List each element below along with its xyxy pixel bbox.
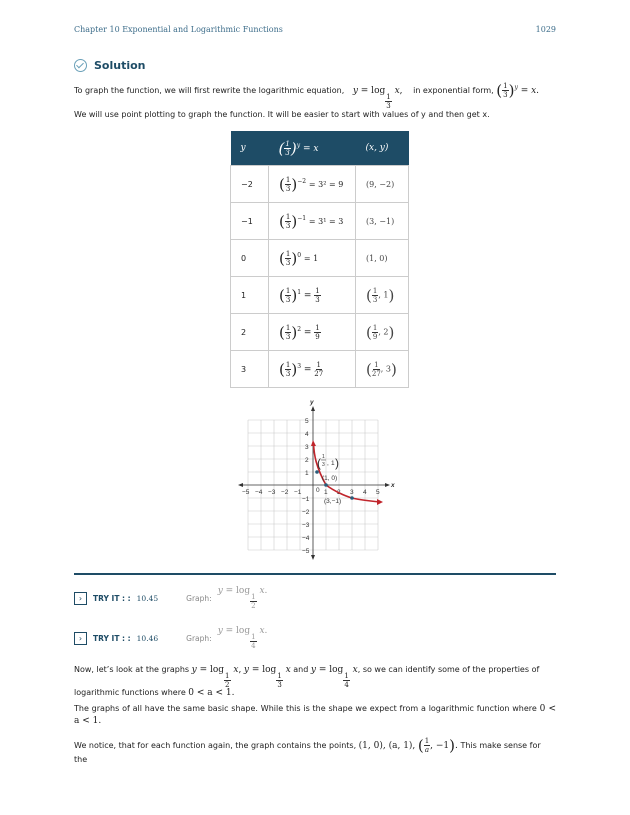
axes: [240, 409, 388, 557]
tick-label: −4: [302, 535, 310, 542]
label-1-0: (1, 0): [322, 475, 338, 482]
tick-labels: [242, 399, 395, 555]
try-it-number: 10.45: [136, 593, 159, 603]
check-circle-icon: [74, 59, 87, 72]
cell-point: (1, 0): [356, 240, 409, 277]
cell-exp: ( $\frac{1}{3}$ )$^{-1}$ = 3¹ = 3: [269, 203, 356, 240]
header-y: y: [231, 131, 269, 166]
cell-y: 1: [231, 277, 269, 314]
condition: 0 < a < 1.: [188, 688, 235, 698]
label-3-neg1: (3,−1): [324, 498, 342, 505]
tick-label: 4: [305, 431, 309, 438]
page-number: 1029: [535, 25, 556, 34]
table-row: [231, 203, 409, 240]
text: Now, let’s look at the graphs: [74, 665, 190, 674]
section-divider: [74, 573, 556, 575]
curve-arrow-top-icon: [311, 440, 316, 446]
tick-label: −3: [302, 522, 310, 529]
points: (1, 0), (a, 1),: [358, 741, 416, 751]
x-arrow-left-icon: [238, 483, 243, 487]
label-frac-den: 3: [322, 462, 325, 468]
cell-point: ( $\frac{1}{27}$ , 3): [356, 351, 409, 388]
text: , so we can identify some of the properties of: [357, 665, 540, 674]
tick-label: 2: [305, 457, 309, 464]
exp-equation: ( $\frac{1}{3}$ )$^y$ = x.: [496, 81, 540, 100]
chevron-right-icon[interactable]: ›: [74, 592, 87, 605]
tick-label: 3: [305, 444, 309, 451]
solution-heading: [74, 59, 146, 72]
cell-point: (9, −2): [356, 166, 409, 203]
try-it-10-46[interactable]: [74, 626, 267, 650]
text: logarithmic functions where: [74, 688, 186, 697]
table-row: [231, 166, 409, 203]
table-row: [231, 351, 409, 388]
cell-exp: ( $\frac{1}{3}$ )$^3$ = $\frac{1}{27}$: [269, 351, 356, 388]
try-it-prompt: Graph:: [186, 593, 212, 603]
tick-label: 1: [324, 489, 328, 496]
text: This make sense for the: [74, 741, 541, 764]
point-3-neg1: [350, 496, 354, 500]
table-row: [231, 314, 409, 351]
try-it-10-45[interactable]: [74, 586, 267, 610]
tick-label: −1: [302, 496, 310, 503]
solution-paragraph-1: [74, 82, 556, 110]
text: We notice, that for each function again, the graph contains the points,: [74, 741, 357, 750]
cell-y: 3: [231, 351, 269, 388]
tick-label: −5: [242, 489, 250, 496]
text: in exponential form,: [413, 86, 494, 95]
tick-label: 5: [305, 418, 309, 425]
eq-log-half: y = log $_{\frac{1}{2}}$ x,: [191, 665, 242, 689]
tick-label: −1: [294, 489, 302, 496]
chapter-title: Chapter 10 Exponential and Logarithmic Functions: [74, 25, 283, 34]
try-it-label: TRY IT : :: [93, 633, 131, 643]
tick-label: 3: [350, 489, 354, 496]
cell-y: 0: [231, 240, 269, 277]
tick-label: 1: [305, 470, 309, 477]
tick-label: 5: [376, 489, 380, 496]
y-arrow-down-icon: [311, 555, 315, 560]
label-paren-open: (: [317, 456, 321, 470]
cell-exp: ( $\frac{1}{3}$ )$^1$ = $\frac{1}{3}$: [269, 277, 356, 314]
tick-label: −2: [281, 489, 289, 496]
bottom-paragraph-3: [74, 737, 556, 766]
try-it-equation: y = log $_{\frac{1}{4}}$ x.: [217, 626, 268, 650]
bottom-paragraph-1b: [74, 687, 556, 699]
cell-point: (3, −1): [356, 203, 409, 240]
y-axis-label: y: [310, 399, 314, 406]
tick-label: −5: [302, 548, 310, 555]
cell-exp: ( $\frac{1}{3}$ )$^0$ = 1: [269, 240, 356, 277]
text: To graph the function, we will first rewrite the logarithmic equation,: [74, 86, 345, 95]
curve-arrow-right-icon: [377, 499, 383, 505]
solution-paragraph-2: We will use point plotting to graph the function. It will be easier to start with values of y and then get x.: [74, 110, 490, 119]
label-y: 1: [331, 460, 335, 467]
tick-label: −2: [302, 509, 310, 516]
y-arrow-icon: [311, 406, 315, 411]
eq-log-third: y = log $_{\frac{1}{3}}$ x: [243, 665, 291, 689]
point-third-1: [315, 470, 319, 474]
origin-label: 0: [316, 487, 320, 494]
x-arrow-icon: [385, 483, 390, 487]
bottom-paragraph-1: [74, 664, 556, 689]
try-it-label: TRY IT : :: [93, 593, 131, 603]
tick-label: −4: [255, 489, 263, 496]
cell-y: −1: [231, 203, 269, 240]
solution-title: Solution: [94, 59, 146, 72]
tick-label: −3: [268, 489, 276, 496]
cell-exp: ( $\frac{1}{3}$ )$^2$ = $\frac{1}{9}$: [269, 314, 356, 351]
eq-log-quarter: y = log $_{\frac{1}{4}}$ x: [310, 665, 358, 689]
table-row: [231, 277, 409, 314]
cell-y: −2: [231, 166, 269, 203]
header-point: (x, y): [356, 131, 409, 166]
header-exp-text: = x: [302, 143, 319, 154]
cell-exp: ( $\frac{1}{3}$ )$^{-2}$ = 3² = 9: [269, 166, 356, 203]
bottom-paragraph-2: [74, 703, 556, 727]
header-exp: ( $\frac{1}{3}$ )$^y$ = x: [269, 131, 356, 166]
table-header-row: [231, 131, 409, 166]
tick-label: 2: [337, 489, 341, 496]
try-it-prompt: Graph:: [186, 633, 212, 643]
log-equation: y = log $_{\frac{1}{3}}$ x,: [352, 86, 403, 110]
chevron-right-icon[interactable]: ›: [74, 632, 87, 645]
label-frac-num: 1: [322, 454, 325, 460]
text: and: [293, 665, 309, 674]
try-it-number: 10.46: [136, 633, 159, 643]
cell-point: ( $\frac{1}{3}$ , 1): [356, 277, 409, 314]
tick-label: 4: [363, 489, 367, 496]
page-header: [74, 25, 556, 34]
point-1-0: [324, 483, 328, 487]
point-labels: [317, 454, 341, 505]
try-it-equation: y = log $_{\frac{1}{2}}$ x.: [217, 586, 268, 610]
values-table: [230, 131, 409, 388]
table-row: [231, 240, 409, 277]
text: The graphs of all have the same basic shape. While this is the shape we expect from a logarithmic function where: [74, 704, 537, 713]
point-frac: ( $\frac{1}{a}$ , −1).: [417, 736, 458, 755]
cell-y: 2: [231, 314, 269, 351]
label-comma: ,: [327, 460, 329, 467]
x-axis-label: x: [391, 482, 395, 489]
label-paren-close: ): [335, 456, 339, 470]
condition: 0 < a < 1.: [74, 704, 557, 726]
log-graph: [230, 395, 400, 565]
cell-point: ( $\frac{1}{9}$ , 2): [356, 314, 409, 351]
